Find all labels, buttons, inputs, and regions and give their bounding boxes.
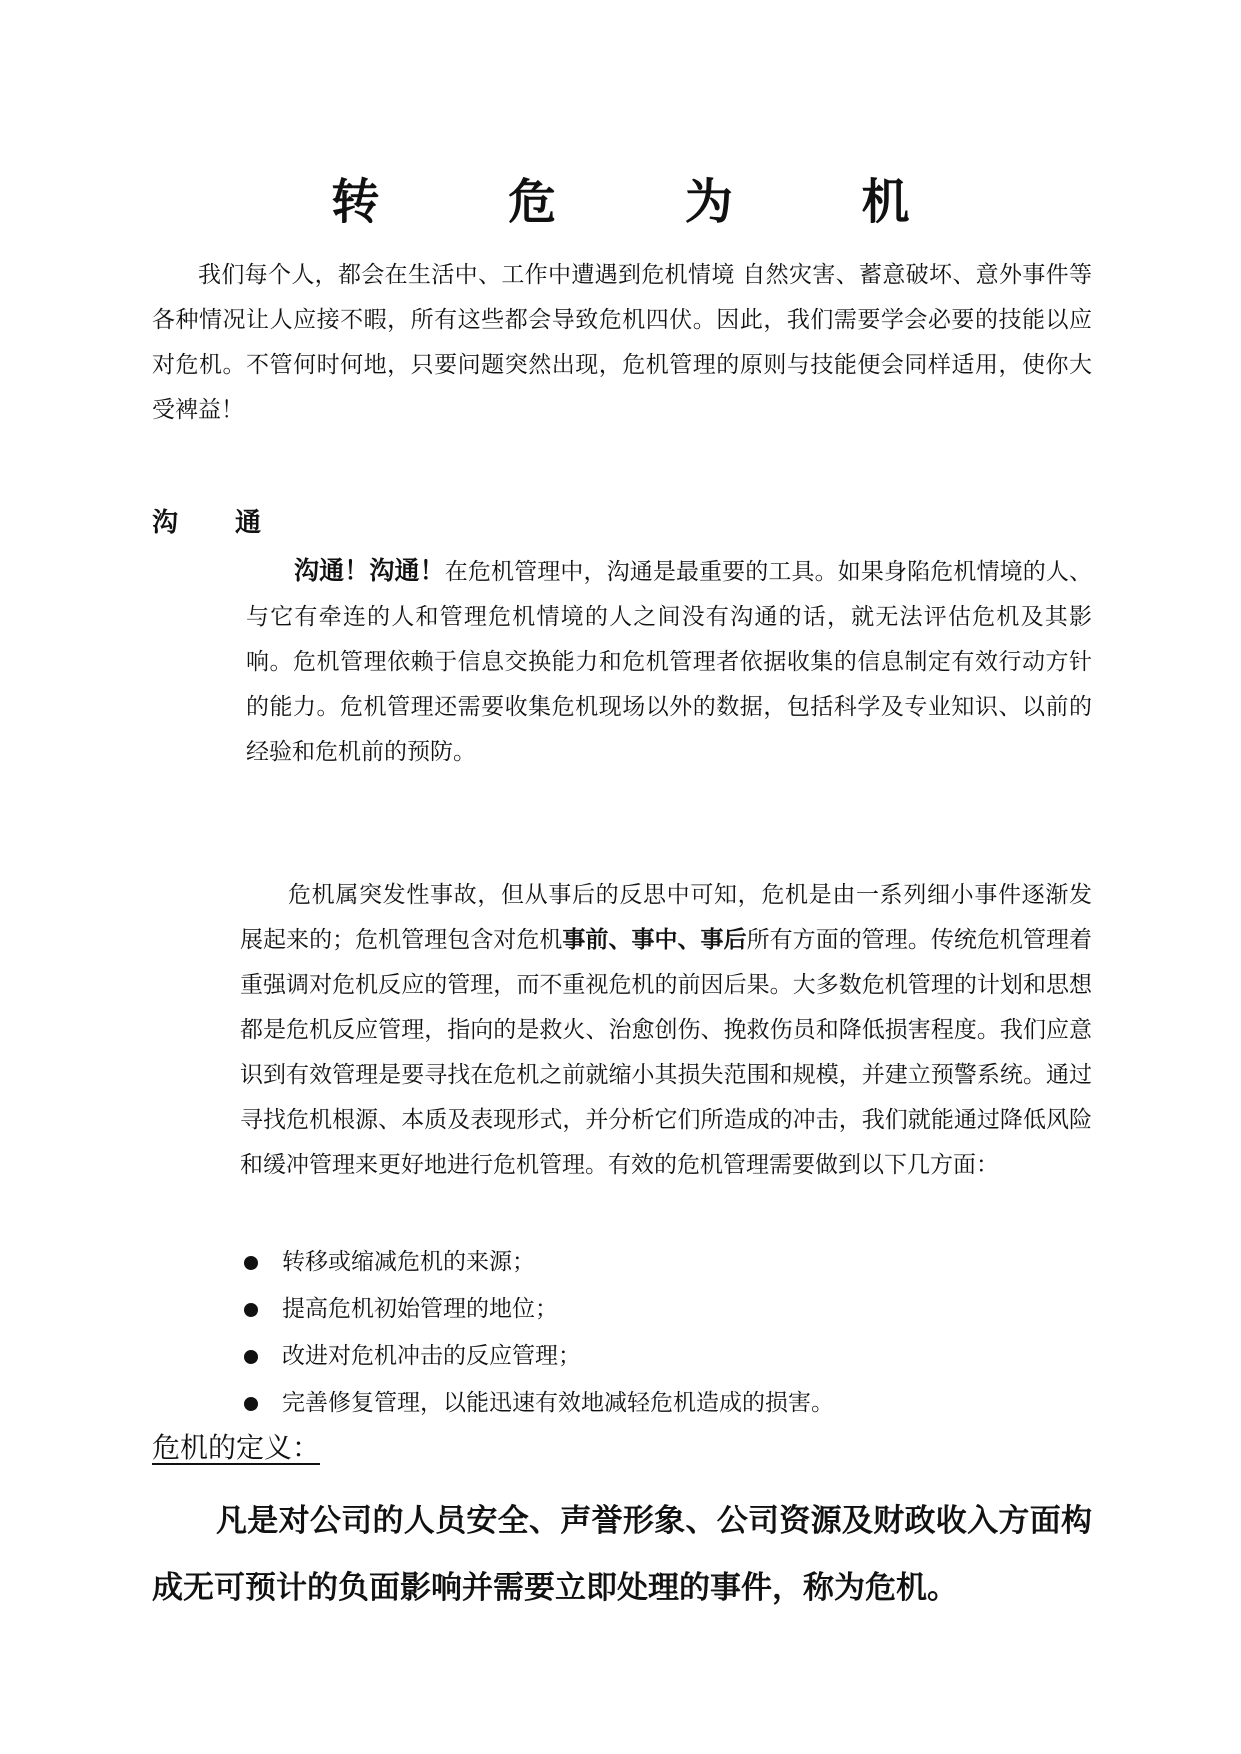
bullet-icon — [244, 1303, 258, 1317]
bullet-icon — [244, 1397, 258, 1411]
definition-text: 凡是对公司的人员安全、声誉形象、公司资源及财政收入方面构成无可预计的负面影响并需要立即处理的事件，称为危机。 — [152, 1503, 1092, 1606]
crisis-emphasis: 事前、事中、事后 — [562, 927, 747, 953]
communication-lead: 沟通！沟通！ — [294, 556, 445, 585]
definition-heading: 危机的定义： — [152, 1431, 321, 1464]
crisis-paragraph — [240, 873, 1092, 1188]
document-title: 转 危 为 机 — [331, 174, 966, 230]
list-item — [240, 1239, 834, 1286]
communication-paragraph — [246, 548, 1092, 775]
list-item-text: 转移或缩减危机的来源； — [282, 1249, 535, 1275]
bullet-icon — [244, 1350, 258, 1364]
crisis-text-part2: 所有方面的管理。传统危机管理着重强调对危机反应的管理，而不重视危机的前因后果。大多数危机管理的计划和思想都是危机反应管理，指向的是救火、治愈创伤、挽救伤员和降低损害程度。我们应意识到有效管理是要寻找在危机之前就缩小其损失范围和规模，并建立预警系统。通过寻找危机根源、本质及表现形式，并分析它们所造成的冲击，我们就能通过降低风险和缓冲管理来更好地进行危机管理。有效的危机管理需要做到以下几方面： — [240, 927, 1093, 1178]
list-item — [240, 1380, 834, 1427]
list-item — [240, 1286, 834, 1333]
list-item — [240, 1333, 834, 1380]
bullet-icon — [244, 1256, 258, 1270]
measures-list — [240, 1239, 834, 1427]
communication-body: 在危机管理中，沟通是最重要的工具。如果身陷危机情境的人、与它有牵连的人和管理危机情境的人之间没有沟通的话，就无法评估危机及其影响。危机管理依赖于信息交换能力和危机管理者依据收集的信息制定有效行动方针的能力。危机管理还需要收集危机现场以外的数据，包括科学及专业知识、以前的经验和危机前的预防。 — [246, 559, 1092, 765]
list-item-text: 改进对危机冲击的反应管理； — [282, 1343, 581, 1369]
list-item-text: 完善修复管理，以能迅速有效地减轻危机造成的损害。 — [282, 1390, 834, 1416]
crisis-text-part1: 危机属突发性事故，但从事后的反思中可知，危机是由一系列细小事件逐渐发展起来的；危机管理包含对危机 — [240, 882, 1092, 953]
intro-paragraph: 我们每个人，都会在生活中、工作中遭遇到危机情境 自然灾害、蓄意破坏、意外事件等各种情况让人应接不暇，所有这些都会导致危机四伏。因此，我们需要学会必要的技能以应对危机。不管何时何地，只要问题突然出现，危机管理的原则与技能便会同样适用，使你大受裨益！ — [152, 262, 1092, 423]
communication-heading: 沟 通 — [152, 508, 286, 538]
list-item-text: 提高危机初始管理的地位； — [282, 1296, 558, 1322]
